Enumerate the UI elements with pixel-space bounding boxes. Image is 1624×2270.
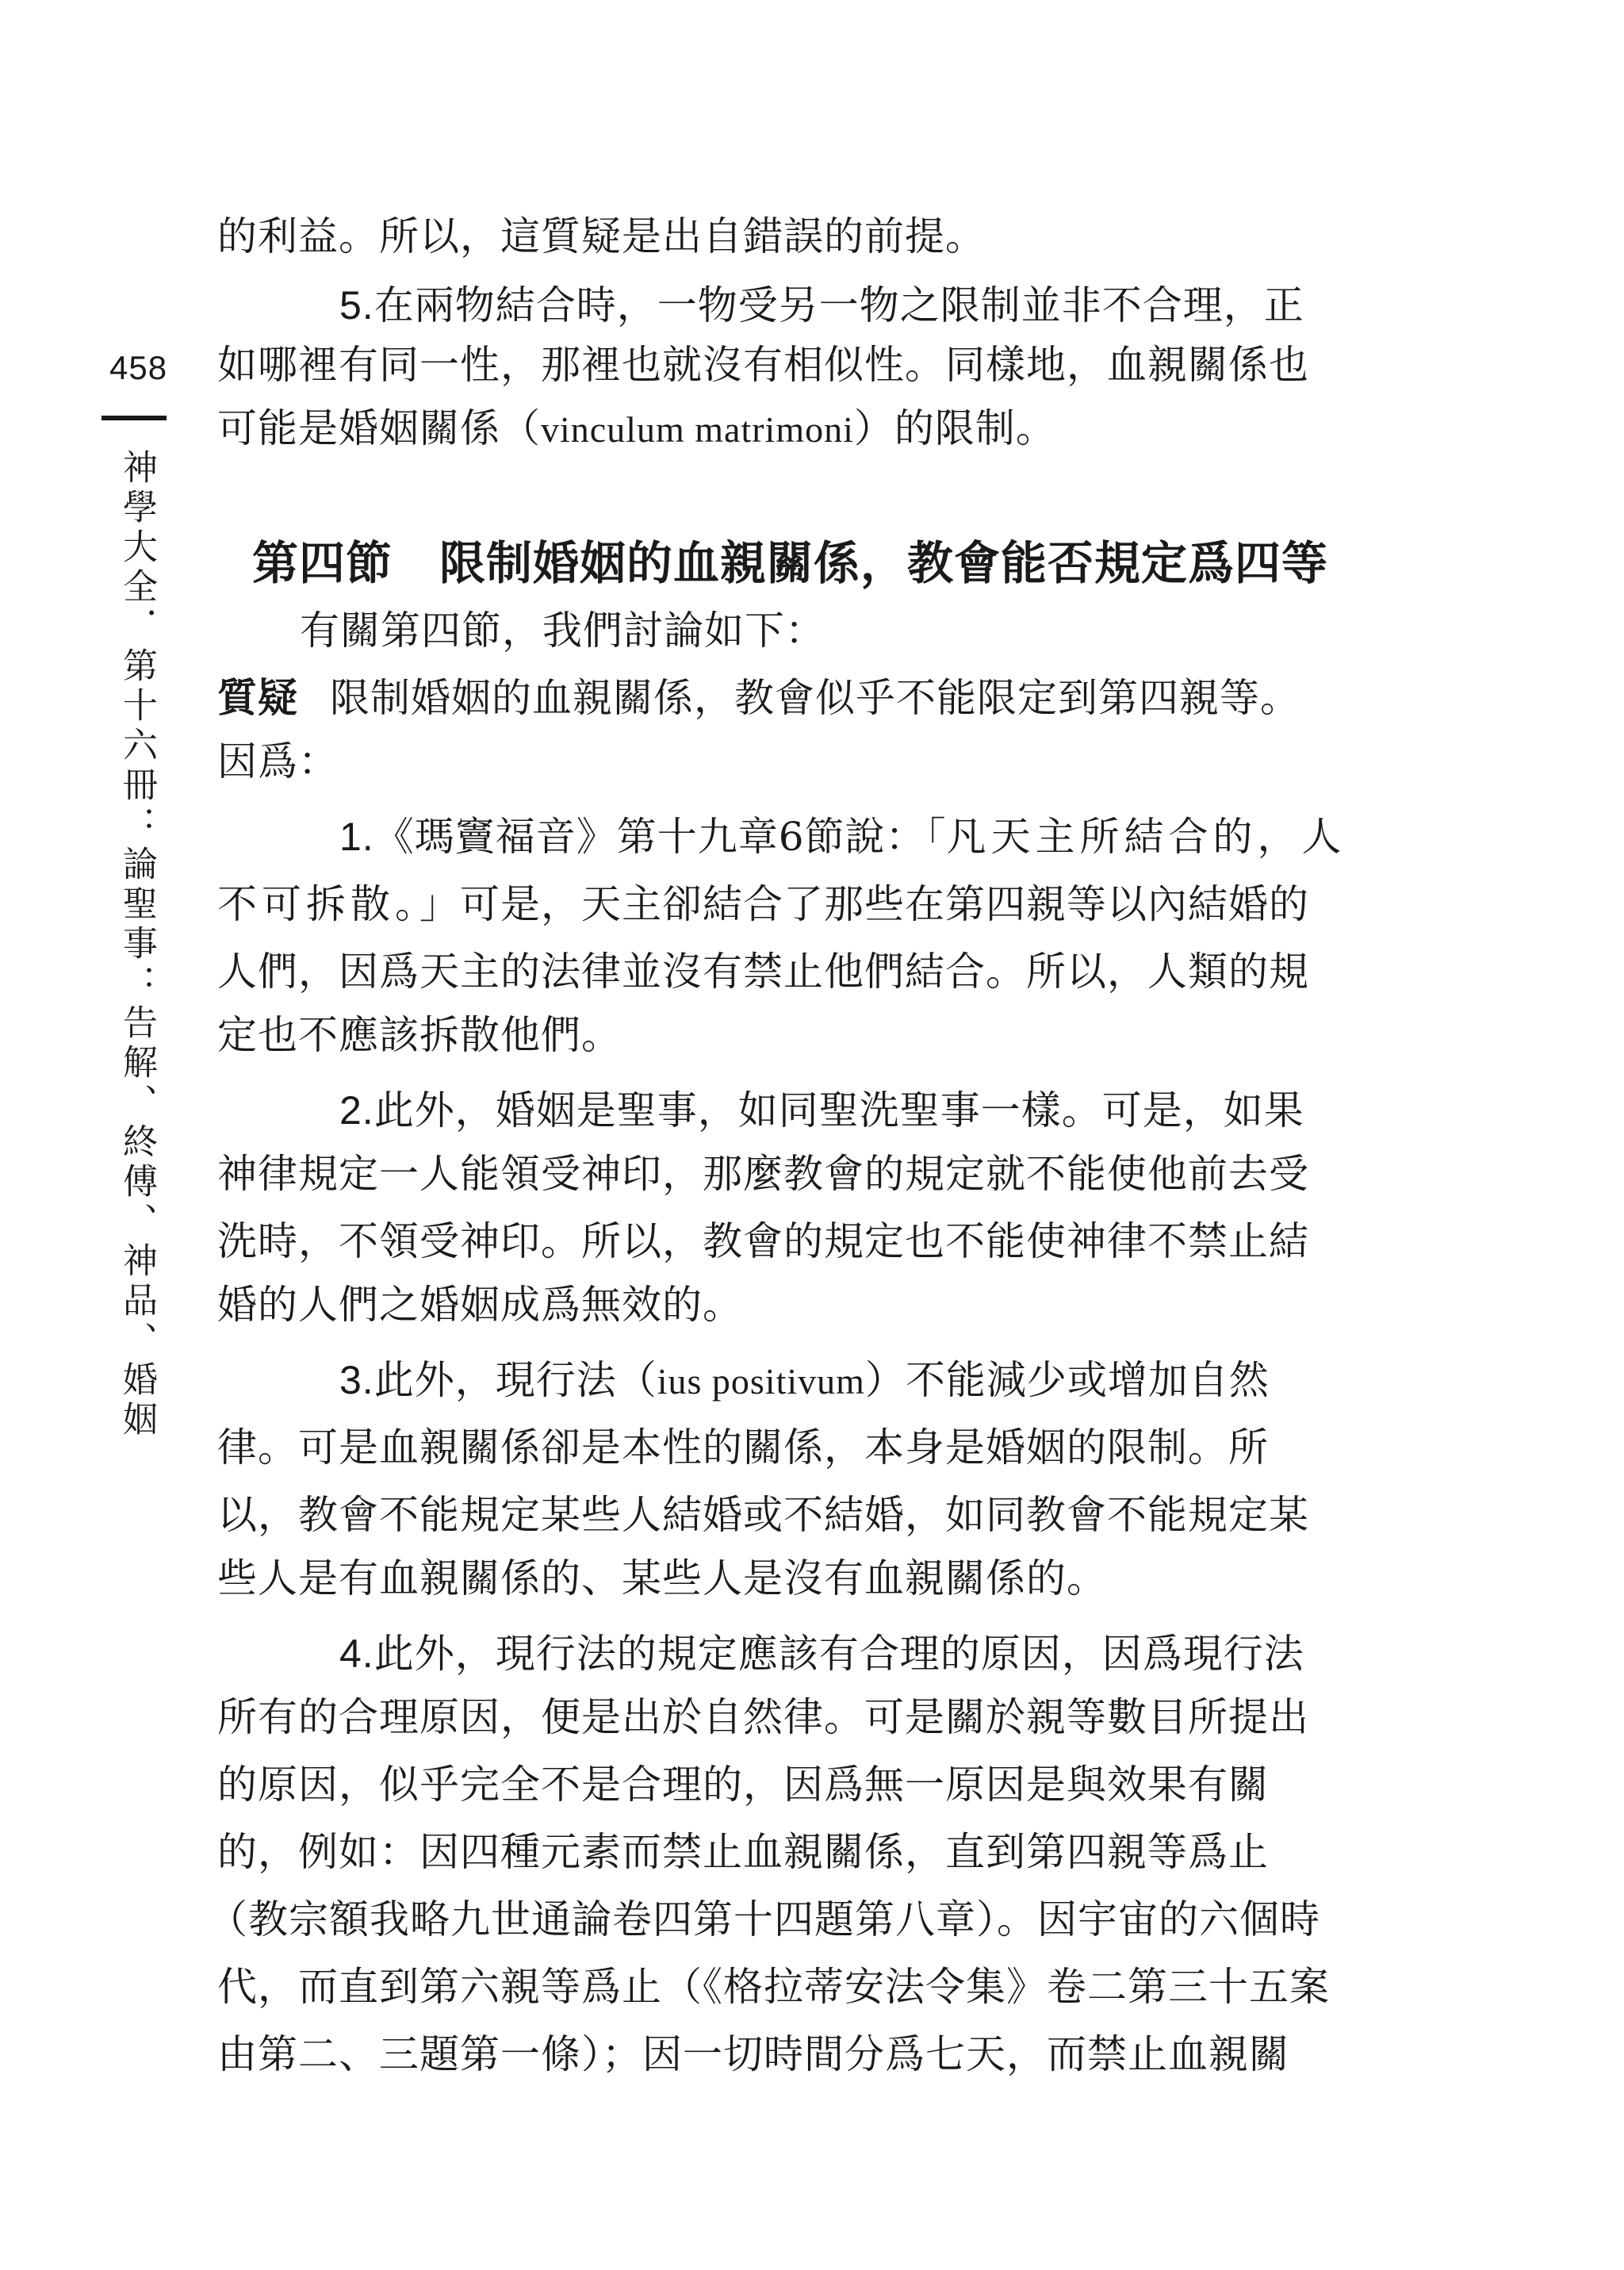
body-line: 代，而直到第六親等爲止（《格拉蒂安法令集》卷二第三十五案	[217, 1964, 1330, 2010]
running-title: 神學大全．第十六冊：論聖事：告解、終傅、神品、婚姻	[117, 449, 157, 1440]
body-line: 如哪裡有同一性，那裡也就沒有相似性。同樣地，血親關係也	[217, 342, 1309, 388]
body-line: 婚的人們之婚姻成爲無效的。	[217, 1282, 743, 1328]
page-number-rule	[102, 416, 167, 420]
body-line: 所有的合理原因，便是出於自然律。可是關於親等數目所提出	[217, 1694, 1309, 1740]
body-line: 因爲：	[217, 738, 339, 784]
body-line: 不可拆散。」可是，天主卻結合了那些在第四親等以內結婚的	[217, 881, 1309, 927]
body-line: 的原因，似乎完全不是合理的，因爲無一原因是與效果有關	[217, 1762, 1269, 1808]
body-line: 1.《瑪竇福音》第十九章6節說：「凡天主所結合的，人	[339, 814, 1346, 860]
body-line: 神律規定一人能領受神印，那麼教會的規定就不能使他前去受	[217, 1151, 1309, 1197]
section-intro: 有關第四節，我們討論如下：	[300, 608, 825, 654]
body-line: 可能是婚姻關係（vinculum matrimoni）的限制。	[217, 405, 1056, 451]
body-line: 的利益。所以，這質疑是出自錯誤的前提。	[217, 213, 986, 259]
body-line: （教宗額我略九世通論卷四第十四題第八章）。因宇宙的六個時	[208, 1896, 1320, 1942]
objection-label: 質疑	[217, 674, 298, 721]
body-line: 2.此外，婚姻是聖事，如同聖洗聖事一樣。可是，如果	[339, 1087, 1304, 1133]
body-line: 由第二、三題第一條）；因一切時間分爲七天，而禁止血親關	[217, 2031, 1289, 2077]
body-line: 人們，因爲天主的法律並沒有禁止他們結合。所以，人類的規	[217, 949, 1309, 995]
body-line: 洗時，不領受神印。所以，教會的規定也不能使神律不禁止結	[217, 1218, 1309, 1264]
page-number: 458	[109, 349, 168, 386]
objection-line: 質疑 限制婚姻的血親關係，教會似乎不能限定到第四親等。	[217, 674, 1300, 721]
body-line: 以，教會不能規定某些人結婚或不結婚，如同教會不能規定某	[217, 1492, 1309, 1538]
body-line: 些人是有血親關係的、某些人是沒有血親關係的。	[217, 1555, 1107, 1601]
section-heading: 第四節 限制婚姻的血親關係，教會能否規定爲四等	[252, 536, 1329, 590]
body-line: 律。可是血親關係卻是本性的關係，本身是婚姻的限制。所	[217, 1425, 1269, 1471]
body-line: 定也不應該拆散他們。	[217, 1012, 622, 1058]
body-line: 5.在兩物結合時，一物受另一物之限制並非不合理，正	[339, 282, 1304, 328]
body-line: 3.此外，現行法（ius positivum）不能減少或增加自然	[339, 1357, 1270, 1403]
body-line: 4.此外，現行法的規定應該有合理的原因，因爲現行法	[339, 1631, 1304, 1677]
body-line: 的，例如：因四種元素而禁止血親關係，直到第四親等爲止	[217, 1829, 1269, 1875]
